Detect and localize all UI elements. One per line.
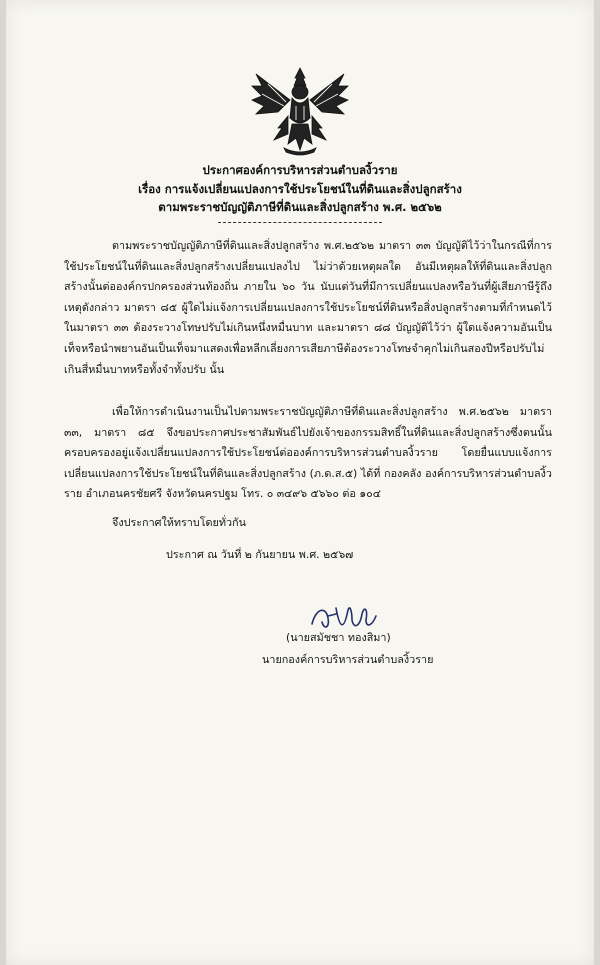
announce-date: ประกาศ ณ วันที่ ๒ กันยายน พ.ศ. ๒๕๖๗ xyxy=(166,548,354,561)
header-act: ตามพระราชบัญญัติภาษีที่ดินและสิ่งปลูกสร้าง พ.ศ. ๒๕๖๒ xyxy=(158,200,442,214)
signatory-name: (นายสมัชชา ทองสิมา) xyxy=(286,631,391,644)
body-paragraph-1: ตามพระราชบัญญัติภาษีที่ดินและสิ่งปลูกสร้าง พ.ศ.๒๕๖๒ มาตรา ๓๓ บัญญัติไว้ว่าในกรณีที่การใช้ประโยชน์ในที่ดินและสิ่งปลูกสร้างเปลี่ยนแปลงไป ไม่ว่าด้วยเหตุผลใด อันมีเหตุผลให้ที่ดินและสิ่งปลูกสร้างนั้นต่อองค์กรปกครองส่วนท้องถิ่น ภายใน ๖๐ วัน นับแต่วันที่มีการเปลี่ยนแปลงหรือวันที่ผู้เสียภาษีรู้ถึงเหตุดังกล่าว มาตรา ๘๕ ผู้ใดไม่แจ้งการเปลี่ยนแปลงการใช้ประโยชน์ที่ดินหรือสิ่งปลูกสร้างตามที่กำหนดไว้ในมาตรา ๓๓ ต้องระวางโทษปรับไม่เกินหนึ่งหมื่นบาท และมาตรา ๘๘ บัญญัติไว้ว่า ผู้ใดแจ้งความอันเป็นเท็จหรือนำพยานอันเป็นเท็จมาแสดงเพื่อหลีกเลี่ยงการเสียภาษีต้องระวางโทษจำคุกไม่เกินสองปีหรือปรับไม่เกินสี่หมื่นบาทหรือทั้งจำทั้งปรับ นั้น xyxy=(64,239,552,376)
signatory-position: นายกองค์การบริหารส่วนตำบลงิ้วราย xyxy=(262,653,434,666)
header-subject: เรื่อง การแจ้งเปลี่ยนแปลงการใช้ประโยชน์ในที่ดินและสิ่งปลูกสร้าง xyxy=(138,182,462,196)
header-divider xyxy=(218,222,382,223)
garuda-emblem xyxy=(248,64,352,156)
header-organization: ประกาศองค์การบริหารส่วนตำบลงิ้วราย xyxy=(202,163,398,177)
announce-text: จึงประกาศให้ทราบโดยทั่วกัน xyxy=(112,516,246,529)
body-paragraph-2: เพื่อให้การดำเนินงานเป็นไปตามพระราชบัญญัติภาษีที่ดินและสิ่งปลูกสร้าง พ.ศ.๒๕๖๒ มาตรา ๓๓, มาตรา ๘๕ จึงขอประกาศประชาสัมพันธ์ไปยังเจ้าของกรรมสิทธิ์ในที่ดินและสิ่งปลูกสร้างซึ่งตนนั้นครอบครองอยู่แจ้งเปลี่ยนแปลงการใช้ประโยชน์ต่อองค์การบริหารส่วนตำบลงิ้วราย โดยยื่นแบบแจ้งการเปลี่ยนแปลงการใช้ประโยชน์ในที่ดินและสิ่งปลูกสร้าง (ภ.ด.ส.๕) ได้ที่ กองคลัง องค์การบริหารส่วนตำบลงิ้วราย อำเภอนครชัยศรี จังหวัดนครปฐม โทร. ๐ ๓๔๙๖ ๕๖๖๐ ต่อ ๑๐๔ xyxy=(64,405,552,501)
